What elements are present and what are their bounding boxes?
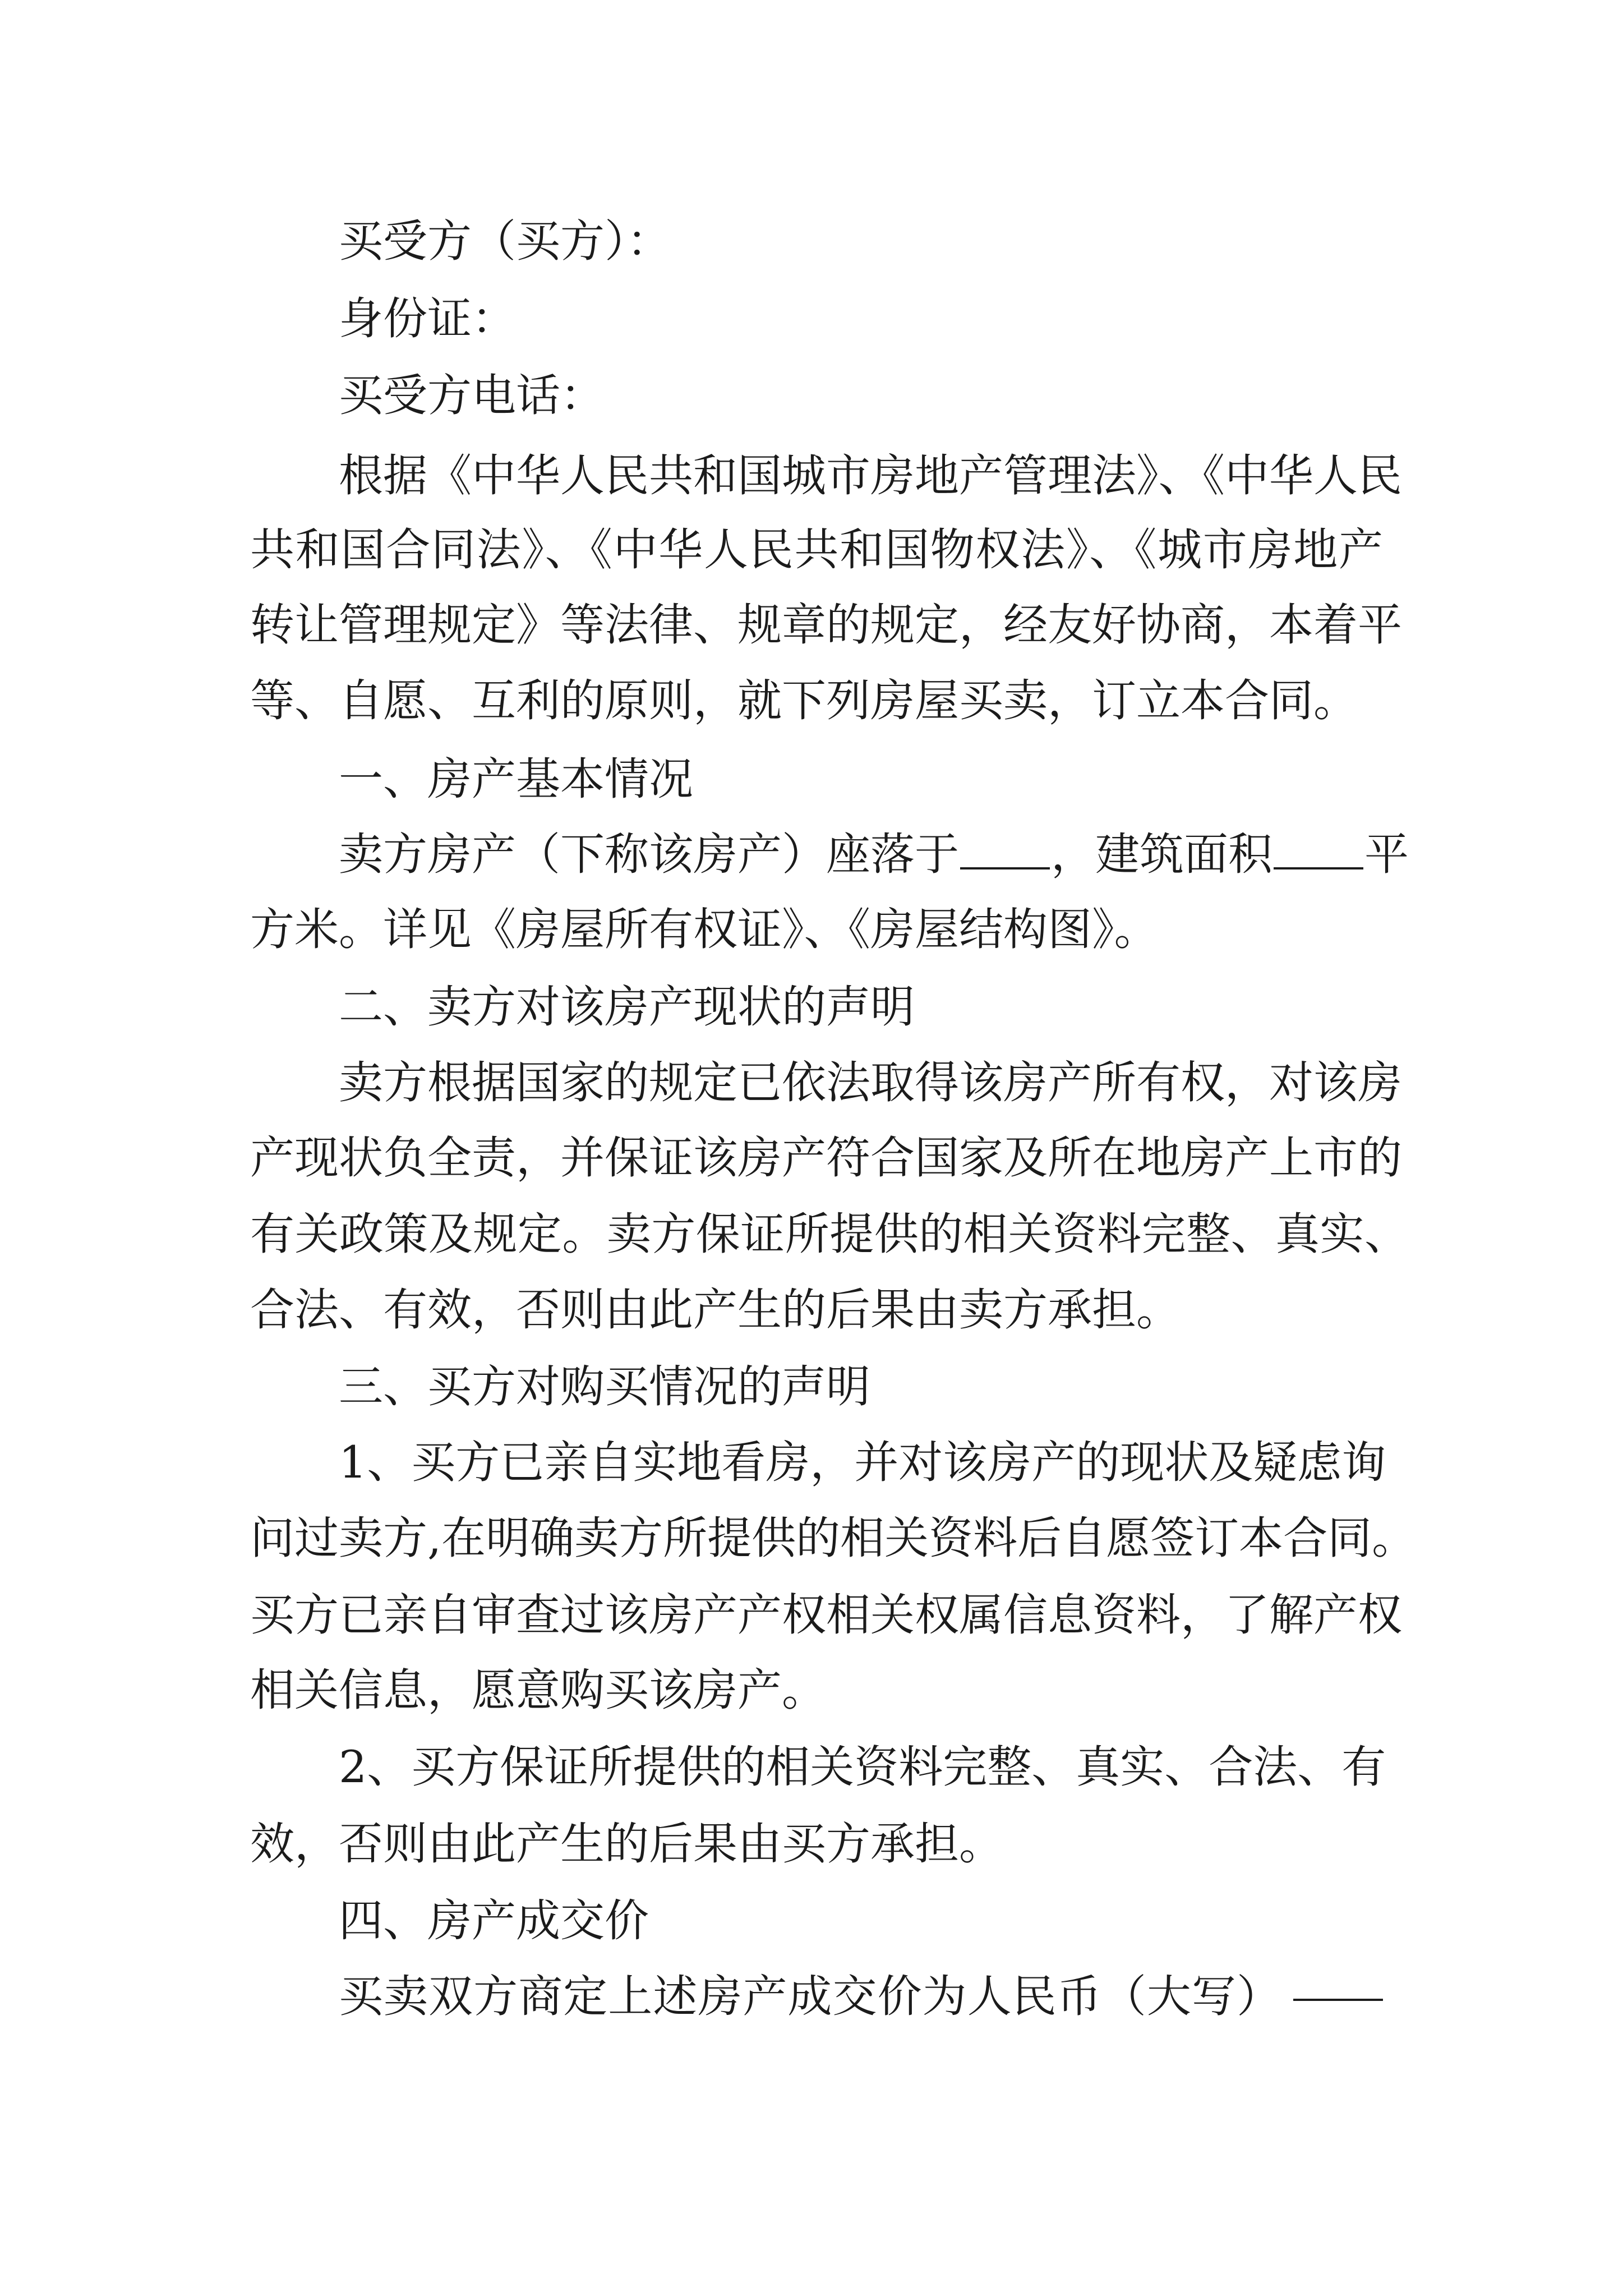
- section-3-item-2-line: 2、买方保证所提供的相关资料完整、真实、合法、有: [339, 1741, 1386, 1793]
- preamble-line: 共和国合同法》、《中华人民共和国物权法》、《城市房地产: [250, 524, 1383, 576]
- area-blank: [1274, 832, 1363, 869]
- section-3-item-1-line: 相关信息，愿意购买该房产。: [250, 1664, 826, 1716]
- id-label: 身份证：: [339, 293, 516, 344]
- section-3-item-1-line: 买方已亲自审查过该房产产权相关权属信息资料，了解产权: [250, 1589, 1402, 1641]
- preamble-line: 根据《中华人民共和国城市房地产管理法》、《中华人民: [339, 450, 1402, 501]
- section-3-item-1-line: 问过卖方,在明确卖方所提供的相关资料后自愿签订本合同。: [250, 1512, 1417, 1564]
- buyer-label: 买受方（买方）：: [339, 215, 671, 267]
- price-blank: [1293, 1999, 1383, 2001]
- preamble-line: 等、自愿、互利的原则，就下列房屋买卖，订立本合同。: [250, 675, 1358, 726]
- section-2-heading: 二、卖方对该房产现状的声明: [339, 981, 915, 1033]
- section-1-text-b: ，建筑面积: [1051, 829, 1272, 880]
- section-4-line: 买卖双方商定上述房产成交价为人民币（大写）: [339, 1971, 1281, 2022]
- section-2-line: 有关政策及规定。卖方保证所提供的相关资料完整、真实、: [250, 1208, 1409, 1260]
- section-1-text-a: 卖方房产（下称该房产）座落于: [339, 829, 959, 880]
- section-1-line: [339, 826, 1409, 882]
- section-1-text-c: 平: [1364, 829, 1409, 880]
- preamble-line: 转让管理规定》等法律、规章的规定，经友好协商，本着平: [250, 599, 1402, 651]
- section-2-line: 卖方根据国家的规定已依法取得该房产所有权，对该房: [339, 1057, 1402, 1108]
- section-2-line: 产现状负全责，并保证该房产符合国家及所在地房产上市的: [250, 1132, 1402, 1184]
- section-2-line: 合法、有效，否则由此产生的后果由卖方承担。: [250, 1284, 1181, 1336]
- section-3-item-1-line: 1、买方已亲自实地看房，并对该房产的现状及疑虑询: [339, 1437, 1386, 1488]
- buyer-phone-label: 买受方电话：: [339, 370, 605, 421]
- section-3-item-2-line: 效，否则由此产生的后果由买方承担。: [250, 1818, 1003, 1870]
- section-1-line: 方米。详见《房屋所有权证》、《房屋结构图》。: [250, 904, 1159, 955]
- section-4-heading: 四、房产成交价: [339, 1895, 649, 1947]
- section-1-heading: 一、房产基本情况: [339, 753, 693, 805]
- section-3-heading: 三、买方对购买情况的声明: [339, 1361, 870, 1412]
- location-blank: [960, 832, 1050, 869]
